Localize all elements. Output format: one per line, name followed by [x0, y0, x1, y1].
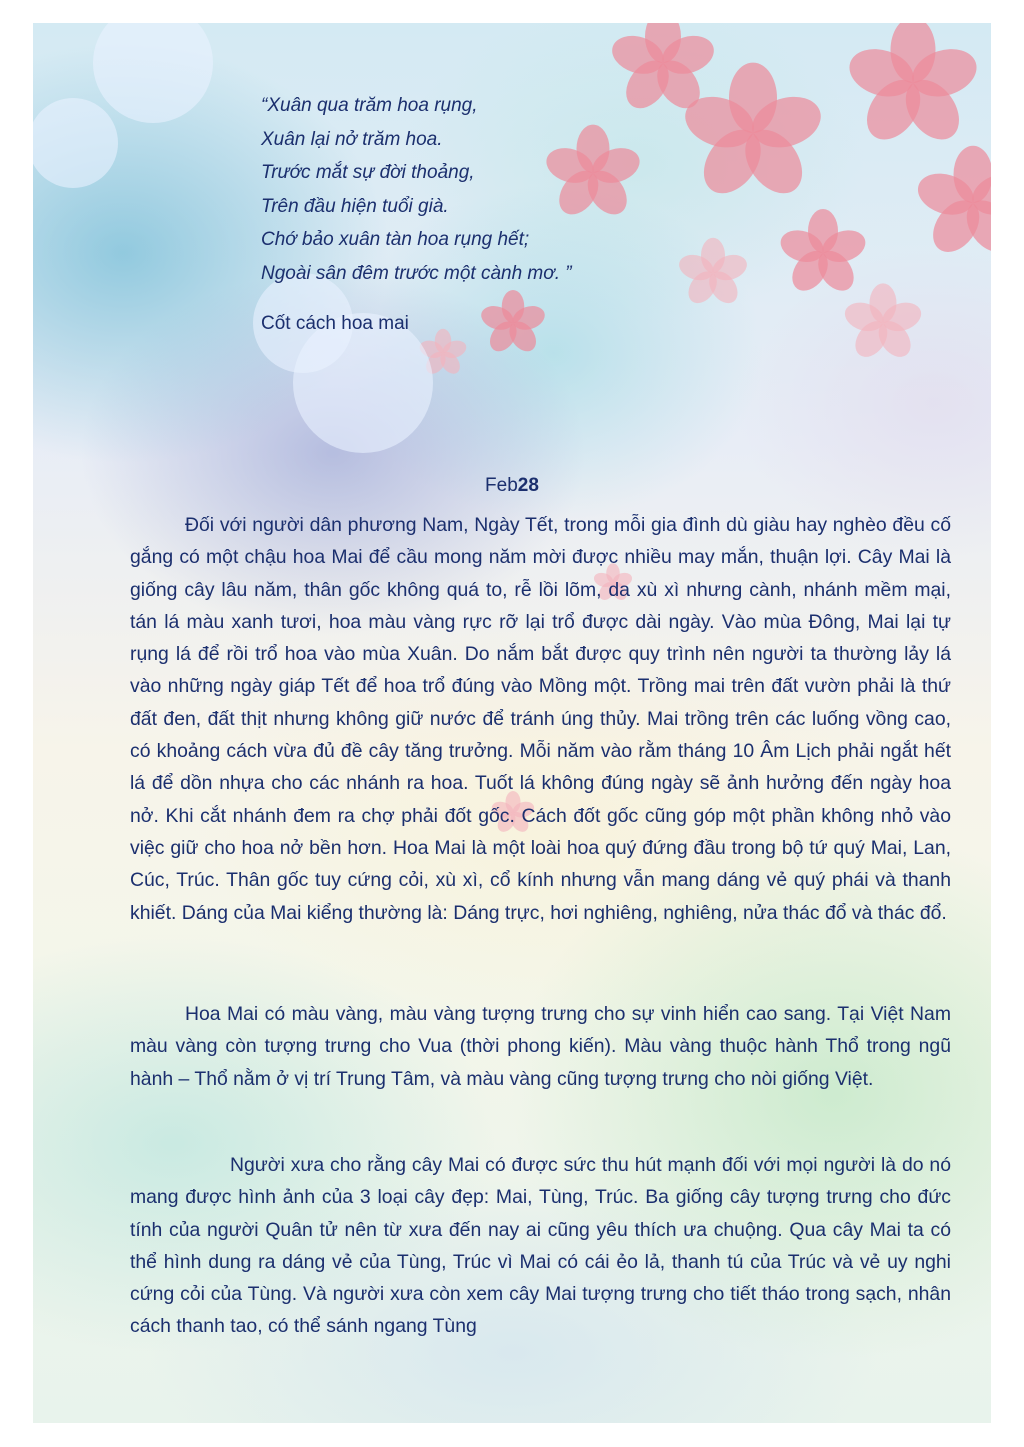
poem-line: Trước mắt sự đời thoảng,	[261, 162, 475, 183]
poem-line: Xuân lại nở trăm hoa.	[261, 128, 443, 150]
watercolor-page	[33, 23, 991, 1423]
body-paragraph: Hoa Mai có màu vàng, màu vàng tượng trưng cho sự vinh hiển cao sang. Tại Việt Nam màu vàng còn tượng trưng cho Vua (thời phong kiến). Màu vàng thuộc hành Thổ trong ngũ hành – Thổ nằm ở vị trí Trung Tâm, và màu vàng cũng tượng trưng cho nòi giống Việt.	[130, 1003, 951, 1090]
date-month: Feb	[485, 475, 518, 496]
date-label	[33, 471, 991, 501]
poem-line: Ngoài sân đêm trước một cành mơ. ”	[261, 262, 572, 284]
body-paragraph: Đối với người dân phương Nam, Ngày Tết, trong mỗi gia đình dù giàu hay nghèo đều cố gắng có một chậu hoa Mai để cầu mong năm mời được nhiều may mắn, thuận lợi. Cây Mai là giống cây lâu năm, thân gốc không quá to, rễ lồi lõm, da xù xì nhưng cành, nhánh mềm mại, tán lá màu xanh tươi, hoa màu vàng rực rỡ lại trổ được dài ngày. Vào mùa Đông, Mai lại tự rụng lá để rồi trổ hoa vào mùa Xuân. Do nắm bắt được quy trình nên người ta thường lảy lá vào những ngày giáp Tết để hoa trổ đúng vào Mồng một. Trồng mai trên đất vườn phải là thứ đất đen, đất thịt nhưng không giữ nước để tránh úng thủy. Mai trồng trên các luống vồng cao, có khoảng cách vừa đủ đề cây tăng trưởng. Mỗi năm vào rằm tháng 10 Âm Lịch phải ngắt hết lá để dồn nhựa cho các nhánh ra hoa. Tuốt lá không đúng ngày sẽ ảnh hưởng đến ngày hoa nở. Khi cắt nhánh đem ra chợ phải đốt gốc. Cách đốt gốc cũng góp một phần không nhỏ vào việc giữ cho hoa nở bền hơn. Hoa Mai là một loài hoa quý đứng đầu trong bộ tứ quý Mai, Lan, Cúc, Trúc. Thân gốc tuy cứng cỏi, xù xì, cổ kính nhưng vẫn mang dáng vẻ quý phái và thanh khiết. Dáng của Mai kiểng thường là: Dáng trực, hơi nghiêng, nghiêng, nửa thác đổ và thác đổ.	[130, 514, 951, 924]
poem-line: Chớ bảo xuân tàn hoa rụng hết;	[261, 229, 530, 250]
date-day: 28	[517, 475, 539, 496]
body-paragraph: Người xưa cho rằng cây Mai có được sức thu hút mạnh đối với mọi người là do nó mang được hình ảnh của 3 loại cây đẹp: Mai, Tùng, Trúc. Ba giống cây tượng trưng cho đức tính của người Quân tử nên từ xưa đến nay ai cũng yêu thích ưa chuộng. Qua cây Mai ta có thể hình dung ra dáng vẻ của Tùng, Trúc vì Mai có cái ẻo lả, thanh tú của Trúc và vẻ uy nghi cứng cỏi của Tùng. Và người xưa còn xem cây Mai tượng trưng cho tiết tháo trong sạch, nhân cách thanh tao, có thể sánh ngang Tùng	[130, 1154, 951, 1338]
poem-line: Trên đầu hiện tuổi già.	[261, 195, 449, 217]
opening-poem	[261, 89, 781, 290]
poem-line: “Xuân qua trăm hoa rụng,	[261, 95, 478, 116]
article-title: Cốt cách hoa mai	[261, 313, 409, 334]
